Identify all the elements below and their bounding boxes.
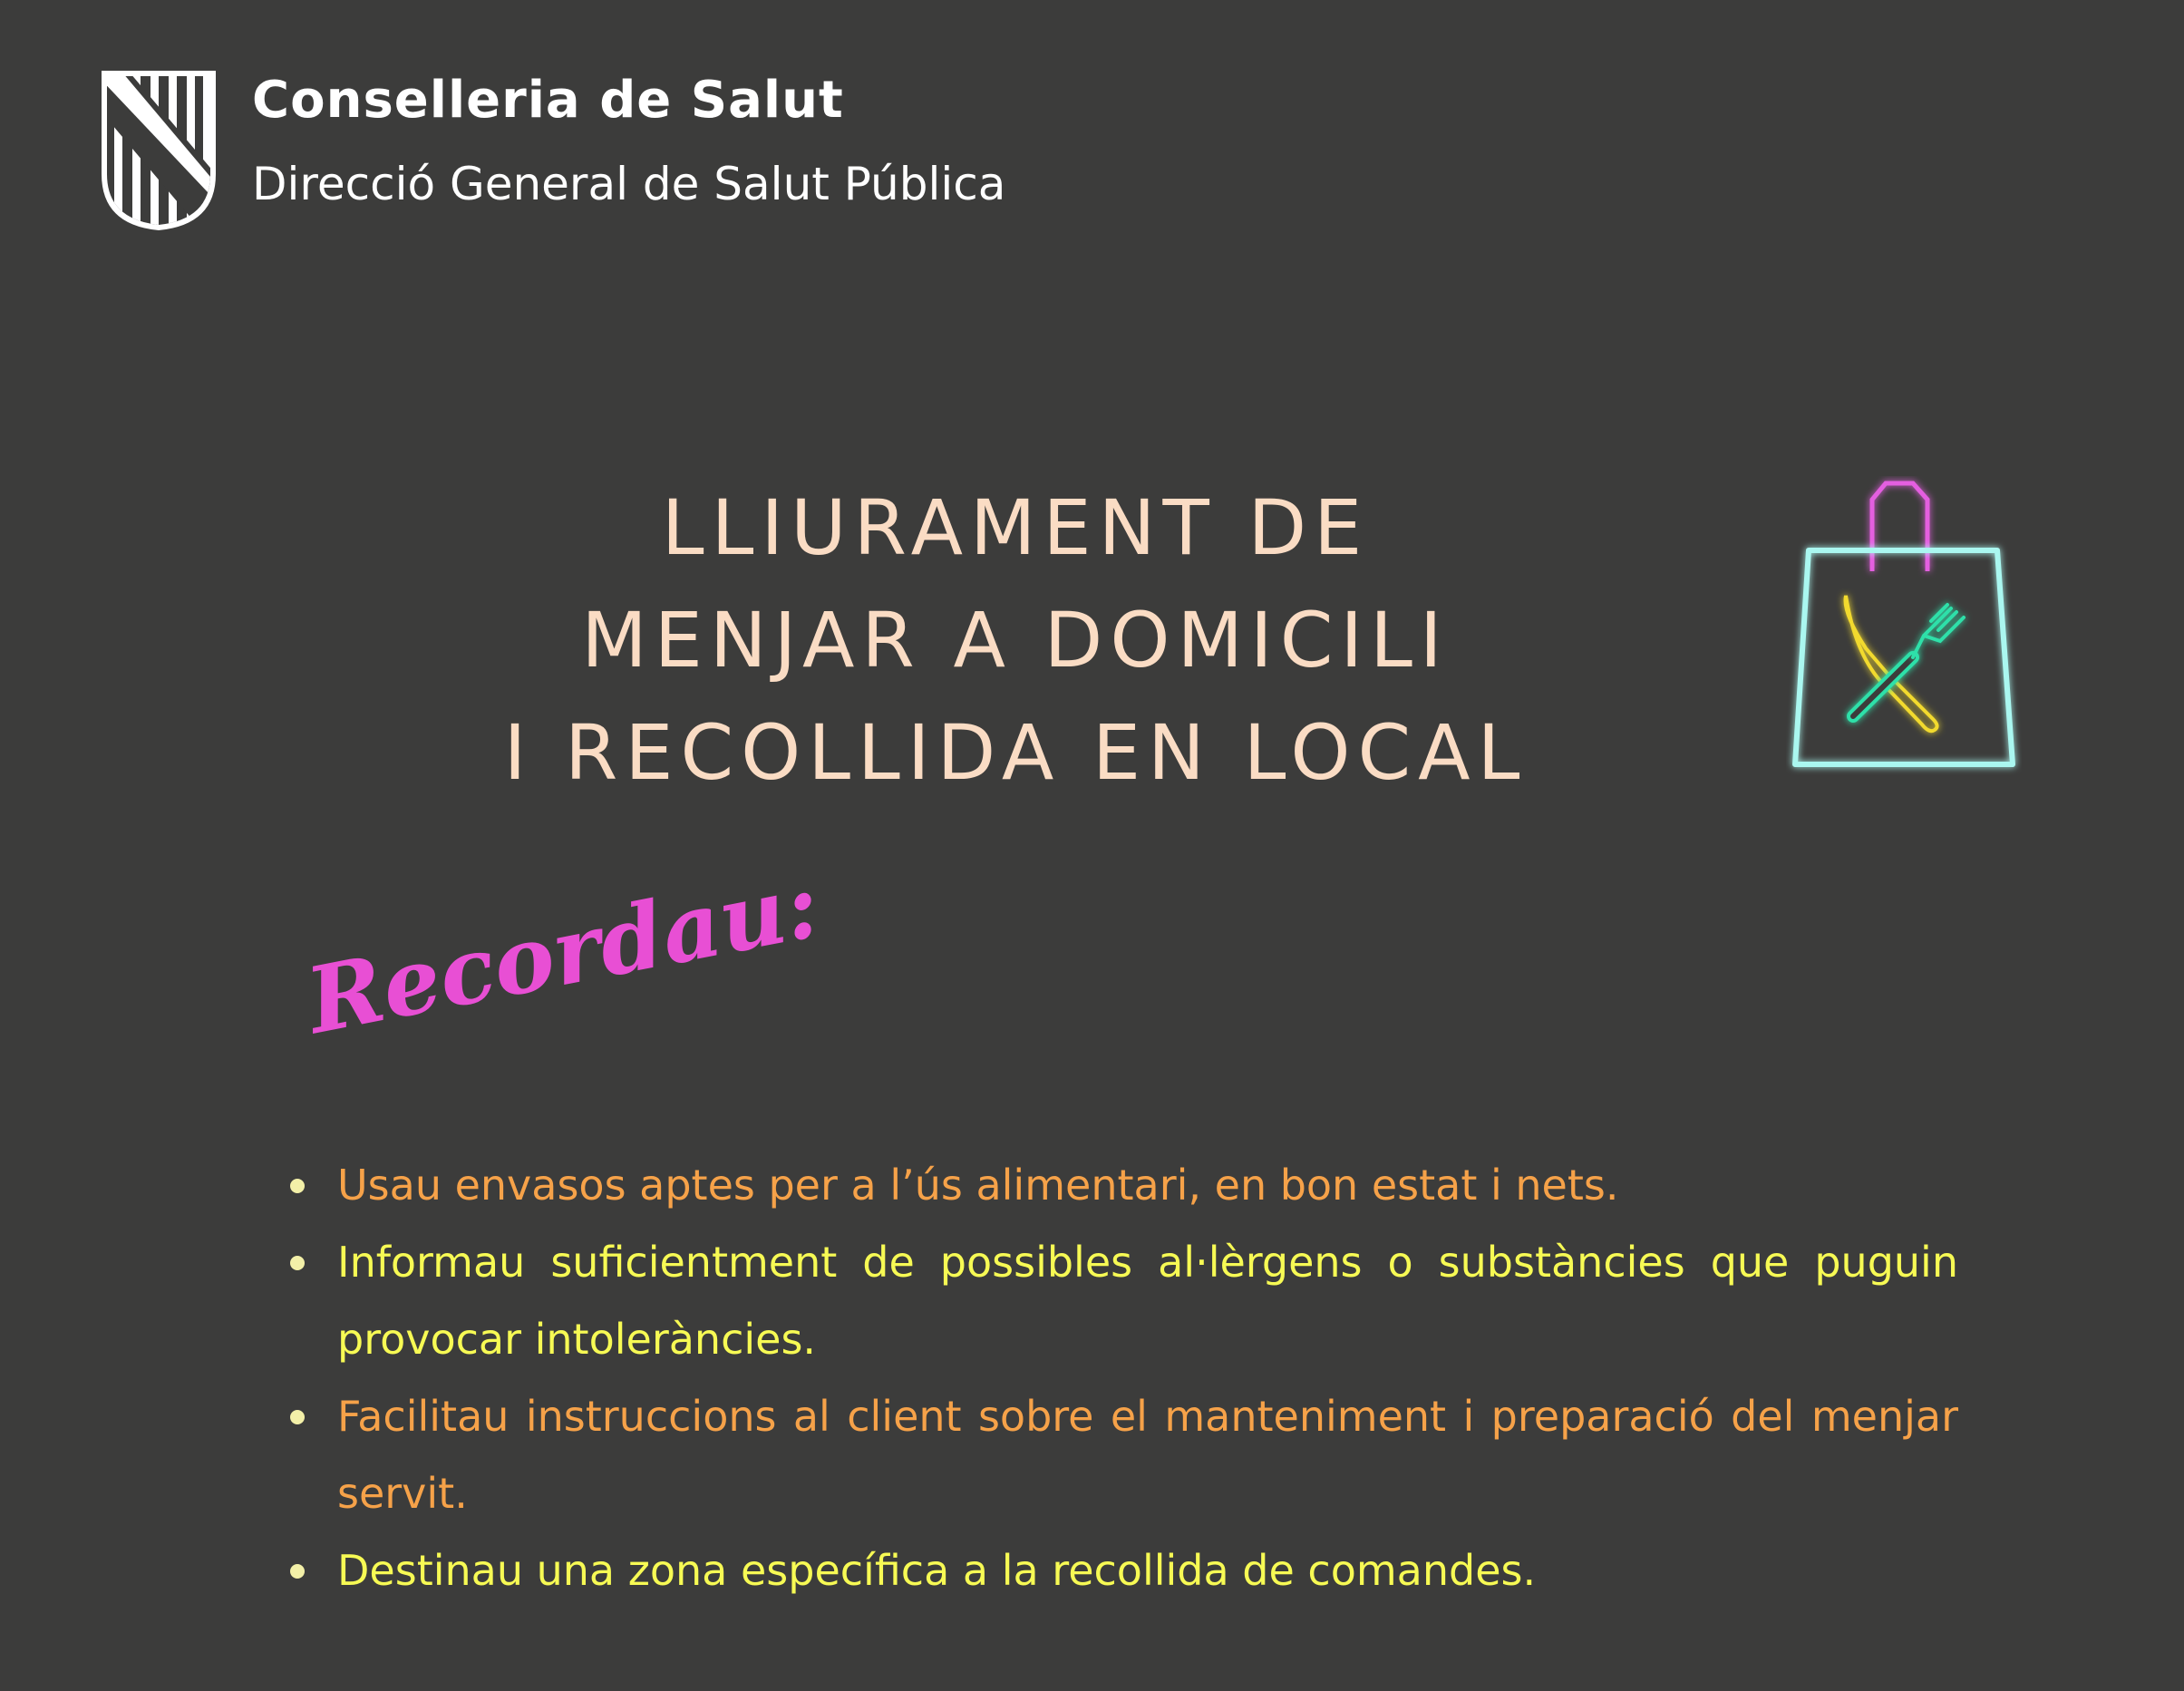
bullet-icon — [290, 1256, 305, 1270]
remember-label: Recordau: — [298, 850, 828, 1054]
list-item-text: Usau envasos aptes per a l’ús alimentari, en bon estat i nets. — [337, 1161, 1619, 1210]
list-item-text: Informau suficientment de possibles al·lèrgens o substàncies que puguin provocar intoleràncies. — [337, 1238, 1958, 1364]
title-line-1: LLIURAMENT DE — [661, 483, 1370, 572]
recommendation-list — [281, 1147, 1958, 1609]
title-line-3: I RECOLLIDA EN LOCAL — [503, 708, 1528, 797]
coat-of-arms-logo — [98, 67, 219, 230]
takeaway-bag-icon — [1786, 476, 2022, 775]
title-line-2: MENJAR A DOMICILI — [581, 596, 1450, 685]
list-item — [281, 1532, 1958, 1609]
list-item-text: Facilitau instruccions al client sobre el manteniment i preparació del menjar servit. — [337, 1392, 1958, 1518]
bullet-icon — [290, 1179, 305, 1193]
org-name: Conselleria de Salut — [252, 71, 844, 130]
list-item — [281, 1378, 1958, 1532]
bullet-icon — [290, 1564, 305, 1579]
list-item — [281, 1224, 1958, 1378]
list-item — [281, 1147, 1958, 1224]
bullet-icon — [290, 1410, 305, 1424]
page-title — [345, 471, 1686, 809]
org-subtitle: Direcció General de Salut Pública — [252, 158, 1006, 210]
list-item-text: Destinau una zona específica a la recollida de comandes. — [337, 1546, 1537, 1595]
